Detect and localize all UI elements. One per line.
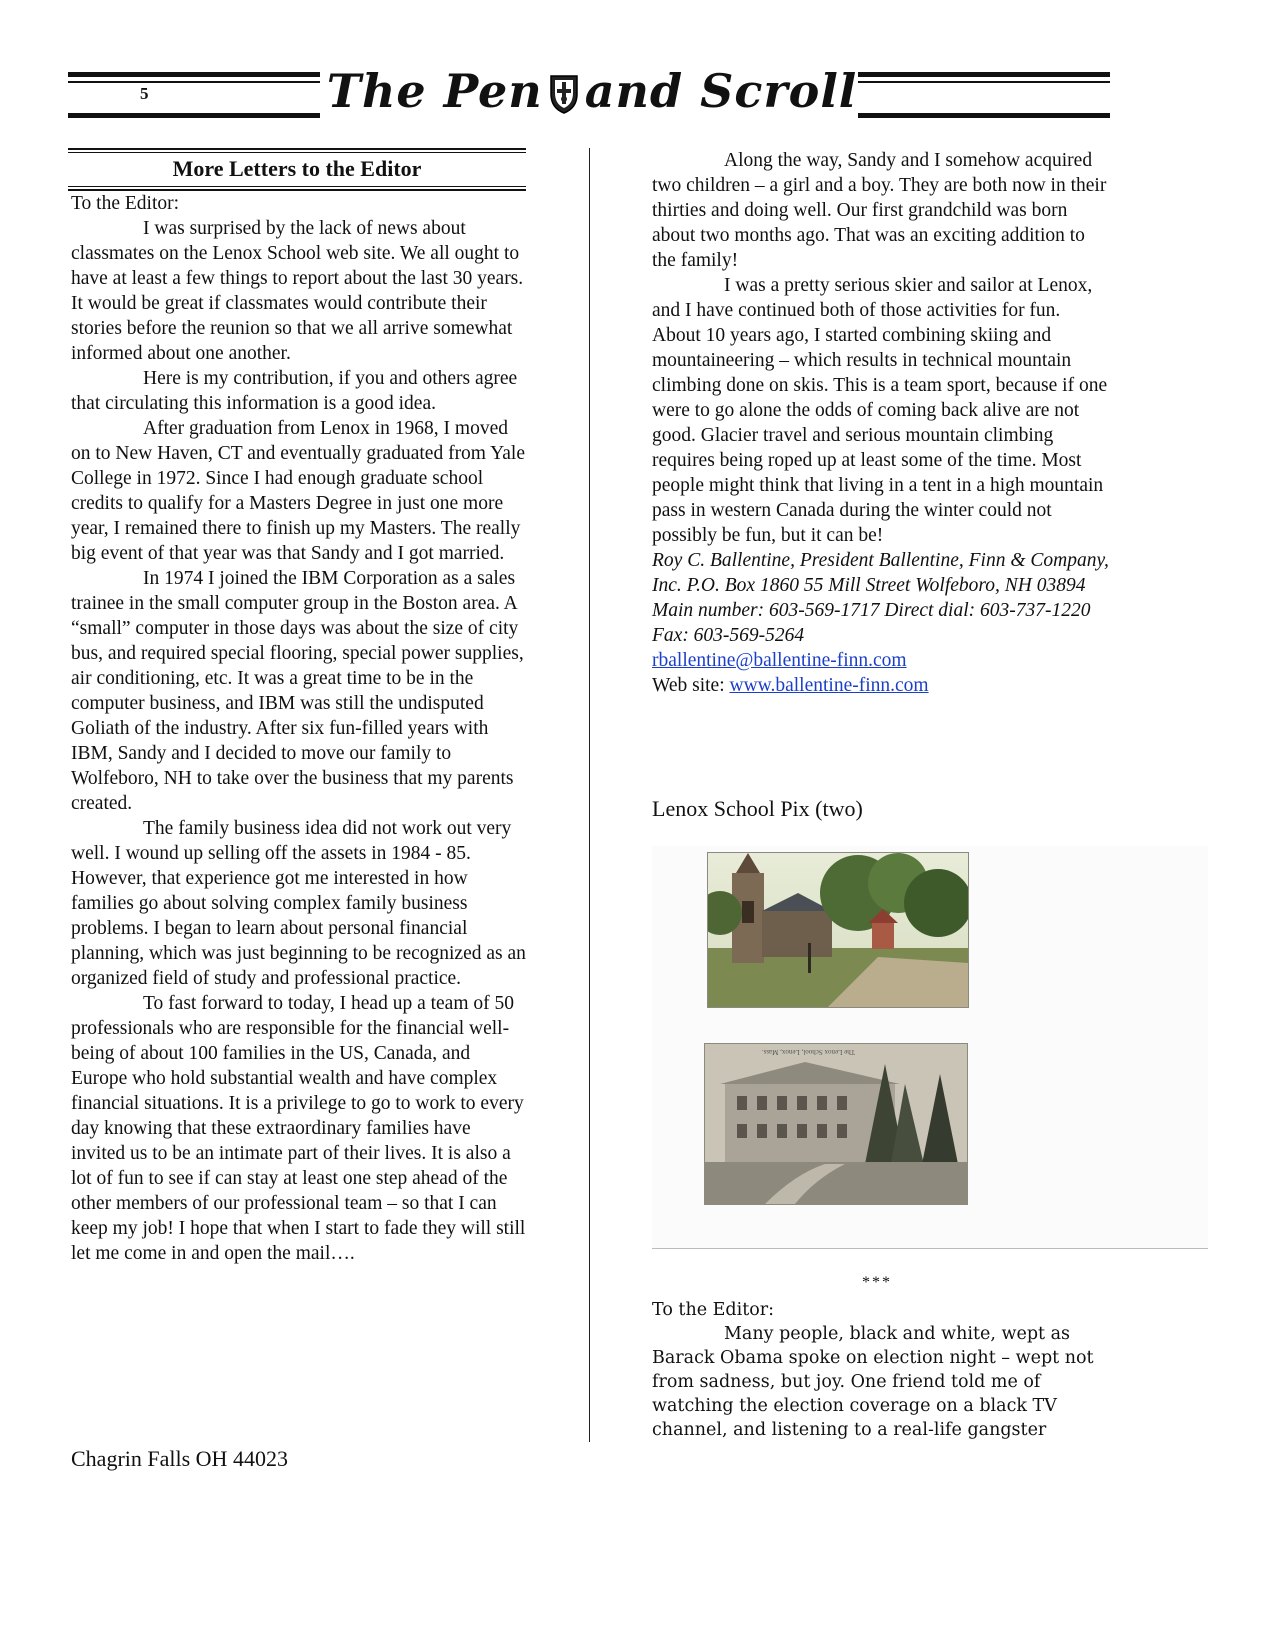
paragraph: The family business idea did not work out very well. I wound up selling off the assets in 1984 - 85. However, that experience got me interested in how families go about solving complex family business problems. I began to learn about personal financial planning, which was just beginning to be recognized as an organized field of study and professional practice. bbox=[71, 818, 526, 989]
crest-shield-icon bbox=[549, 71, 579, 111]
title-part-1: The Pen bbox=[326, 64, 543, 118]
signature: Roy C. Ballentine, President Ballentine, Finn & Company, Inc. P.O. Box 1860 55 Mill Street Wolfeboro, NH 03894 Main number: 603-569-1717 Direct dial: 603-737-1220 Fax: 603-569-5264 bbox=[652, 550, 1109, 646]
website-link[interactable]: www.ballentine-finn.com bbox=[729, 675, 929, 696]
website-label: Web site: bbox=[652, 675, 730, 696]
masthead bbox=[68, 64, 1110, 130]
page-number: 5 bbox=[140, 84, 149, 103]
website-line bbox=[652, 673, 1112, 698]
footer-city: Chagrin Falls OH 44023 bbox=[71, 1446, 288, 1471]
letter-body bbox=[71, 191, 529, 1266]
paragraph: Here is my contribution, if you and others agree that circulating this information is a good idea. bbox=[71, 368, 518, 414]
email-link[interactable]: rballentine@ballentine-finn.com bbox=[652, 650, 907, 671]
photo-school-building bbox=[704, 1043, 968, 1205]
salutation: To the Editor: bbox=[652, 1300, 775, 1320]
masthead-rule-left bbox=[68, 72, 320, 118]
paragraph: In 1974 I joined the IBM Corporation as a sales trainee in the small computer group in the Boston area. A “small” computer in those days was about the size of city bus, and required special flooring, special power supplies, air conditioning, etc. It was a great time to be in the computer business, and IBM was still the undisputed Goliath of the industry. After six fun-filled years with IBM, Sandy and I decided to move our family to Wolfeboro, NH to take over the business that my parents created. bbox=[71, 568, 524, 814]
second-letter bbox=[652, 1298, 1112, 1442]
section-separator: *** bbox=[862, 1274, 892, 1291]
salutation: To the Editor: bbox=[71, 193, 180, 214]
pix-heading: Lenox School Pix (two) bbox=[652, 796, 863, 821]
paragraph: I was surprised by the lack of news about classmates on the Lenox School web site. We all ought to have at least a few things to report about the last 30 years. It would be great if classmates would contribute their stories before the reunion so that we all arrive somewhat informed about one another. bbox=[71, 218, 524, 364]
newsletter-title bbox=[326, 64, 858, 118]
photo-caption: The Lenox School, Lenox, Mass. bbox=[761, 1048, 855, 1056]
paragraph: I was a pretty serious skier and sailor at Lenox, and I have continued both of those activities for fun. About 10 years ago, I started combining skiing and mountaineering – which results in technical mountain climbing done on skis. This is a team sport, because if one were to go alone the odds of coming back alive are not good. Glacier travel and serious mountain climbing requires being roped up at least some of the time. Most people might think that living in a tent in a high mountain pass in western Canada during the winter could not possibly be fun, but it can be! bbox=[652, 275, 1108, 546]
letter-continuation bbox=[652, 148, 1112, 698]
section-header bbox=[68, 148, 526, 191]
photo-chapel bbox=[707, 852, 969, 1008]
paragraph: To fast forward to today, I head up a team of 50 professionals who are responsible for the financial well-being of about 100 families in the US, Canada, and Europe who hold substantial wealth and have complex financial situations. It is a privilege to go to work to every day knowing that these extraordinary families have invited us to be an intimate part of their lives. It is also a lot of fun to see if can stay at least one step ahead of the other members of our professional team – so that I can keep my job! I hope that when I start to fade they will still let me come in and open the mail…. bbox=[71, 993, 526, 1264]
paragraph: After graduation from Lenox in 1968, I moved on to New Haven, CT and eventually graduated from Yale College in 1972. Since I had enough graduate school credits to qualify for a Masters Degree in just one more year, I remained there to finish up my Masters. The really big event of that year was that Sandy and I got married. bbox=[71, 418, 525, 564]
column-divider bbox=[589, 148, 590, 1442]
masthead-rule-right bbox=[858, 72, 1110, 118]
paragraph: Many people, black and white, wept as Barack Obama spoke on election night – wept not from sadness, but joy. One friend told me of watching the election coverage on a black TV channel, and listening to a real-life gangster bbox=[652, 1324, 1094, 1440]
left-column bbox=[71, 148, 529, 1266]
section-title: More Letters to the Editor bbox=[68, 152, 526, 187]
photo-frame bbox=[652, 846, 1208, 1249]
title-part-2: and Scroll bbox=[584, 64, 858, 118]
right-column bbox=[652, 148, 1112, 698]
paragraph: Along the way, Sandy and I somehow acquired two children – a girl and a boy. They are both now in their thirties and doing well. Our first grandchild was born about two months ago. That was an exciting addition to the family! bbox=[652, 150, 1107, 271]
